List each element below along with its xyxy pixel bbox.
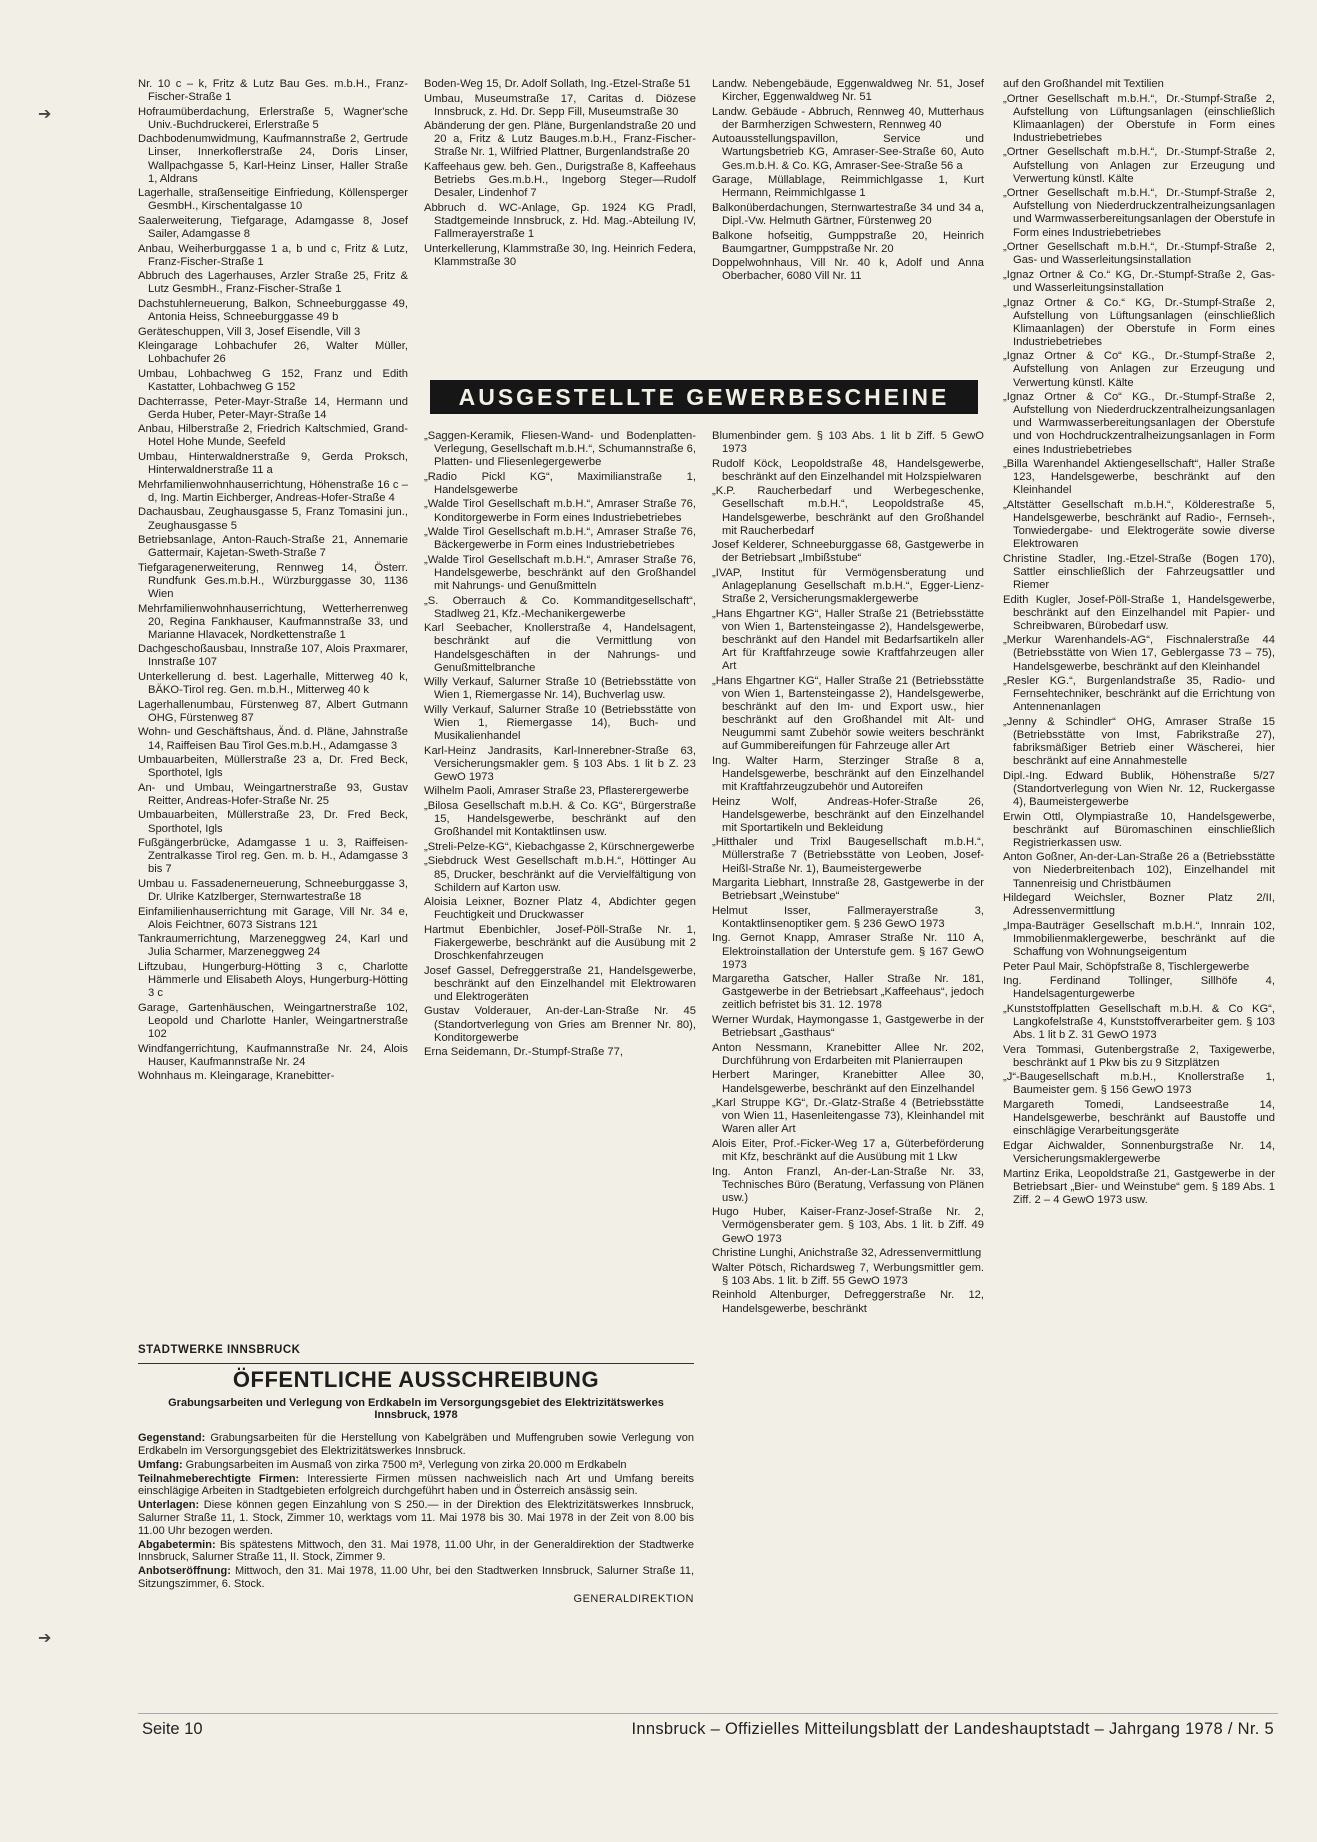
list-item: Einfamilienhauserrichtung mit Garage, Vill Nr. 34 e, Alois Feichtner, 6073 Sistrans 121	[138, 905, 408, 931]
page-number: Seite 10	[142, 1720, 203, 1738]
list-item: „Ignaz Ortner & Co“ KG., Dr.-Stumpf-Straße 2, Aufstellung von Anlagen zur Erzeugung und Verwertung künstl. Kälte	[1003, 350, 1275, 389]
list-item: „Billa Warenhandel Aktiengesellschaft“, Haller Straße 123, Handelsgewerbe, beschränkt auf den Kleinhandel	[1003, 458, 1275, 497]
list-item: Anton Goßner, An-der-Lan-Straße 26 a (Betriebsstätte von Niederbreitenbach 102), Einzelhandel mit Tannenreisig und Christbäumen	[1003, 851, 1275, 890]
list-item: Vera Tommasi, Gutenbergstraße 2, Taxigewerbe, beschränkt auf 1 Pkw bis zu 9 Sitzplätzen	[1003, 1043, 1275, 1069]
margin-mark-bottom: ➔	[38, 1630, 52, 1647]
list-item: „Bilosa Gesellschaft m.b.H. & Co. KG“, Bürgerstraße 15, Handelsgewerbe, beschränkt auf den Großhandel mit Kontaktlinsen usw.	[424, 800, 696, 839]
list-item: Umbau, Hinterwaldnerstraße 9, Gerda Proksch, Hinterwaldnerstraße 11 a	[138, 451, 408, 477]
list-item: Willy Verkauf, Salurner Straße 10 (Betriebsstätte von Wien 1, Riemergasse Nr. 14), Buchverlag usw.	[424, 676, 696, 702]
list-item: „Merkur Warenhandels-AG“, Fischnalerstraße 44 (Betriebsstätte von Wien 17, Geblergasse 73 – 75), Handelsgewerbe, beschränkt auf den Kleinhandel	[1003, 634, 1275, 673]
notice-items	[138, 1432, 694, 1591]
list-item: „IVAP, Institut für Vermögensberatung und Anlageplanung Gesellschaft m.b.H.“, Egger-Lienz-Straße 2, Versicherungsmaklergewerbe	[712, 566, 984, 606]
list-item: Abbruch d. WC-Anlage, Gp. 1924 KG Pradl, Stadtgemeinde Innsbruck, z. Hd. Mag.-Abteilung IV, Fallmerayerstraße 1	[424, 201, 696, 241]
list-item: Saalerweiterung, Tiefgarage, Adamgasse 8, Josef Sailer, Adamgasse 8	[138, 214, 408, 241]
list-item: „Ortner Gesellschaft m.b.H.“, Dr.-Stumpf-Straße 2, Aufstellung von Niederdruckzentralheizungsanlagen und Warmwasserbereitungsanlagen der Oberstufe in Form eines Industriebetriebes	[1003, 187, 1276, 239]
column-building-permits-1	[138, 78, 408, 1085]
list-item: „Ignaz Ortner & Co“ KG., Dr.-Stumpf-Straße 2, Aufstellung von Niederdruckzentralheizungsanlagen und Warmwasserbereitungsanlagen der Oberstufe und von Hochdruckzentralheizungsanlagen in Form eines Industriebetriebes	[1003, 391, 1275, 456]
list-item: Fußgängerbrücke, Adamgasse 1 u. 3, Raiffeisen-Zentralkasse Tirol reg. Gen. m. b. H., Adamgasse 3 bis 7	[138, 837, 408, 876]
list-item: An- und Umbau, Weingartnerstraße 93, Gustav Reitter, Andreas-Hofer-Straße Nr. 25	[138, 781, 408, 807]
list-item: „Ortner Gesellschaft m.b.H.“, Dr.-Stumpf-Straße 2, Aufstellung von Anlagen zur Erzeugung und Verwertung künstl. Kälte	[1003, 146, 1275, 185]
list-item: Abänderung der gen. Pläne, Burgenlandstraße 20 und 20 a, Fritz & Lutz Bauges.m.b.H., Franz-Fischer-Straße Nr. 1, Wilfried Plattner, Burgenlandstraße 20	[424, 120, 696, 159]
list-item: Umbau, Lohbachweg G 152, Franz und Edith Kastatter, Lohbachweg G 152	[138, 367, 408, 394]
list-item: „Kunststoffplatten Gesellschaft m.b.H. & Co KG“, Langkofelstraße 4, Kunststoffverarbeiter gem. § 103 Abs. 1 lit b Z. 31 GewO 1973	[1003, 1002, 1275, 1042]
notice-item-label: Abgabetermin:	[138, 1538, 216, 1551]
list-item: Peter Paul Mair, Schöpfstraße 8, Tischlergewerbe	[1003, 960, 1250, 973]
public-tender-notice	[138, 1344, 694, 1606]
list-item: Tankraumerrichtung, Marzeneggweg 24, Karl und Julia Scharmer, Marzeneggweg 24	[138, 933, 408, 959]
list-item: Landw. Nebengebäude, Eggenwaldweg Nr. 51, Josef Kircher, Eggenwaldweg Nr. 51	[712, 78, 984, 104]
column-trade-licenses-3	[1003, 78, 1275, 1208]
list-item: „Altstätter Gesellschaft m.b.H.“, Kölderestraße 5, Handelsgewerbe, beschränkt auf Radio-, Fernseh-, Tonwiedergabe- und Elektrogeräte sowie diverse Elektrowaren	[1003, 498, 1275, 551]
list-item: Reinhold Altenburger, Defreggerstraße Nr. 12, Handelsgewerbe, beschränkt	[712, 1289, 984, 1315]
publication-line: Innsbruck – Offizielles Mitteilungsblatt der Landeshauptstadt – Jahrgang 1978 / Nr. 5	[631, 1720, 1274, 1738]
list-item: „Walde Tirol Gesellschaft m.b.H.“, Amraser Straße 76, Bäckergewerbe in Form eines Industriebetriebes	[424, 526, 696, 552]
list-item: Josef Kelderer, Schneeburggasse 68, Gastgewerbe in der Betriebsart „Imbißstube“	[712, 539, 984, 565]
list-item: „Siebdruck West Gesellschaft m.b.H.“, Höttinger Au 85, Drucker, beschränkt auf die Vervielfältigung von Schildern auf Karton usw.	[424, 855, 696, 894]
list-item: Wohnhaus m. Kleingarage, Kranebitter-	[138, 1070, 335, 1083]
list-item: Hugo Huber, Kaiser-Franz-Josef-Straße Nr. 2, Vermögensberater gem. § 103, Abs. 1 lit. b Ziff. 49 GewO 1973	[712, 1206, 984, 1245]
notice-item-text: Grabungsarbeiten für die Herstellung von Kabelgräben und Muffengruben sowie Verlegung von Erdkabeln im Versorgungsgebiet des Elektrizitätswerkes Innsbruck.	[138, 1432, 694, 1457]
notice-signature: GENERALDIREKTION	[573, 1592, 694, 1605]
notice-item-text: Grabungsarbeiten im Ausmaß von zirka 7500 m³, Verlegung von zirka 20.000 m Erdkabeln	[185, 1458, 627, 1471]
list-item: Liftzubau, Hungerburg-Hötting 3 c, Charlotte Hämmerle und Elisabeth Aloys, Hungerburg-Hötting 3 c	[138, 961, 408, 1000]
notice-item-text: Bis spätestens Mittwoch, den 31. Mai 1978, 11.00 Uhr, in der Generaldirektion der Stadtwerke Innsbruck, Salurner Straße 11, II. Stock, Zimmer 9.	[138, 1538, 694, 1564]
list-item: Hildegard Weichsler, Bozner Platz 2/II, Adressenvermittlung	[1003, 892, 1275, 918]
list-item: „Hitthaler und Trixl Baugesellschaft m.b.H.“, Müllerstraße 7 (Betriebsstätte von Leoben, Josef-Heißl-Straße Nr. 1), Baumeistergewerbe	[712, 836, 984, 875]
notice-item-label: Teilnahmeberechtigte Firmen:	[138, 1472, 300, 1485]
notice-item-label: Unterlagen:	[138, 1499, 200, 1512]
list-item: Dachbodenumwidmung, Kaufmannstraße 2, Gertrude Linser, Innerkoflerstraße 24, Doris Linser, Wallpachgasse 5, Karl-Heinz Linser, Haller Straße 1, Aldrans	[138, 133, 408, 185]
column-building-permits-3	[712, 78, 984, 285]
list-item: „Jenny & Schindler“ OHG, Amraser Straße 15 (Betriebsstätte von Imst, Fabrikstraße 27), fabriksmäßiger Betrieb einer Wäscherei, hier beschränkt auf eine Annahmestelle	[1003, 715, 1275, 768]
list-item: „Walde Tirol Gesellschaft m.b.H.“, Amraser Straße 76, Konditorgewerbe in Form eines Industriebetriebes	[424, 498, 696, 524]
section-banner: AUSGESTELLTE GEWERBESCHEINE	[430, 380, 978, 414]
notice-item-label: Anbotseröffnung:	[138, 1565, 231, 1578]
column-trade-licenses-1	[424, 430, 696, 1061]
list-item: Umbau, Museumstraße 17, Caritas d. Diözese Innsbruck, z. Hd. Dr. Sepp Fill, Museumstraße 30	[424, 92, 696, 118]
list-item: Christine Stadler, Ing.-Etzel-Straße (Bogen 170), Sattler einschließlich der Fahrzeugsattler und Riemer	[1003, 552, 1275, 591]
list-item: „Ortner Gesellschaft m.b.H.“, Dr.-Stumpf-Straße 2, Aufstellung von Lüftungsanlagen (einschließlich Klimaanlagen) der Oberstufe in Form eines Industriebetriebes	[1003, 92, 1275, 144]
list-item: „Saggen-Keramik, Fliesen-Wand- und Bodenplatten-Verlegung, Gesellschaft m.b.H.“, Schumannstraße 6, Platten- und Fliesenlegergewerbe	[424, 430, 696, 469]
list-item: Umbau u. Fassadenerneuerung, Schneeburggasse 3, Dr. Ulrike Katzlberger, Sternwartestraße 18	[138, 877, 408, 904]
list-item: Abbruch des Lagerhauses, Arzler Straße 25, Fritz & Lutz GesmbH., Franz-Fischer-Straße 1	[138, 270, 408, 296]
list-item: Blumenbinder gem. § 103 Abs. 1 lit b Ziff. 5 GewO 1973	[712, 430, 984, 456]
notice-item	[138, 1565, 694, 1591]
list-item: Geräteschuppen, Vill 3, Josef Eisendle, Vill 3	[138, 325, 361, 338]
list-item: Kaffeehaus gew. beh. Gen., Durigstraße 8, Kaffeehaus Betriebs Ges.m.b.H., Ingeborg Steger—Rudolf Desaler, Lindenhof 7	[424, 161, 696, 200]
list-item: „Streli-Pelze-KG“, Kiebachgasse 2, Kürschnergewerbe	[424, 840, 695, 853]
list-item: Anbau, Weiherburggasse 1 a, b und c, Fritz & Lutz, Franz-Fischer-Straße 1	[138, 242, 408, 268]
list-item: Ing. Ferdinand Tollinger, Sillhöfe 4, Handelsagenturgewerbe	[1003, 975, 1275, 1001]
notice-item-label: Gegenstand:	[138, 1432, 206, 1445]
notice-item	[138, 1459, 694, 1472]
list-item: Umbauarbeiten, Müllerstraße 23 a, Dr. Fred Beck, Sporthotel, Igls	[138, 754, 408, 780]
list-item: „Impa-Bauträger Gesellschaft m.b.H.“, Innrain 102, Immobilienmaklergewerbe, beschränkt auf die Schaffung von Wohnungseigentum	[1003, 919, 1275, 958]
list-item: „J“-Baugesellschaft m.b.H., Knollerstraße 1, Baumeister gem. § 156 GewO 1973	[1003, 1071, 1275, 1097]
list-item: Werner Wurdak, Haymongasse 1, Gastgewerbe in der Betriebsart „Gasthaus“	[712, 1014, 984, 1040]
list-item: Kleingarage Lohbachufer 26, Walter Müller, Lohbachufer 26	[138, 340, 408, 366]
list-item: Alois Eiter, Prof.-Ficker-Weg 17 a, Güterbeförderung mit Kfz, beschränkt auf die Ausübung mit 1 Lkw	[712, 1137, 984, 1163]
list-item: Josef Gassel, Defreggerstraße 21, Handelsgewerbe, beschränkt auf den Einzelhandel mit Elektrowaren und Elektrogeräten	[424, 964, 696, 1003]
list-item: Herbert Maringer, Kranebitter Allee 30, Handelsgewerbe, beschränkt auf den Einzelhandel	[712, 1069, 984, 1095]
list-item: „Walde Tirol Gesellschaft m.b.H.“, Amraser Straße 76, Handelsgewerbe, beschränkt auf den Großhandel mit Nahrungs- und Genußmitteln	[424, 553, 696, 593]
list-item: Karl-Heinz Jandrasits, Karl-Innerebner-Straße 63, Versicherungsmakler gem. § 103 Abs. 1 lit b Z. 23 GewO 1973	[424, 744, 696, 783]
list-item: Walter Pötsch, Richardsweg 7, Werbungsmittler gem. § 103 Abs. 1 lit. b Ziff. 55 GewO 1973	[712, 1261, 984, 1287]
list-item: Unterkellerung d. best. Lagerhalle, Mitterweg 40 k, BÄKO-Tirol reg. Gen. m.b.H., Mitterweg 40 k	[138, 671, 408, 697]
notice-item-text: Mittwoch, den 31. Mai 1978, 11.00 Uhr, bei den Stadtwerken Innsbruck, Salurner Straße 11, Sitzungszimmer, 6. Stock.	[138, 1565, 695, 1590]
list-item: Erwin Ottl, Olympiastraße 10, Handelsgewerbe, beschränkt auf Büromaschinen einschließlich Registrierkassen usw.	[1003, 810, 1275, 849]
list-item: Dachgeschoßausbau, Innstraße 107, Alois Praxmarer, Innstraße 107	[138, 643, 408, 669]
list-item: Mehrfamilienwohnhauserrichtung, Wetterherrenweg 20, Regina Fankhauser, Kaufmannstraße 33, und Marianne Hlavacek, Nordkettenstraße 1	[138, 602, 408, 641]
list-item: „Radio Pickl KG“, Maximilianstraße 1, Handelsgewerbe	[424, 470, 696, 496]
list-item: „Ortner Gesellschaft m.b.H.“, Dr.-Stumpf-Straße 2, Gas- und Wasserleitungsinstallation	[1003, 241, 1275, 267]
notice-item	[138, 1432, 694, 1458]
list-item: Margarita Liebhart, Innstraße 28, Gastgewerbe in der Betriebsart „Weinstube“	[712, 877, 984, 903]
notice-rule	[138, 1363, 694, 1364]
list-item: Willy Verkauf, Salurner Straße 10 (Betriebsstätte von Wien 1, Riemergasse 14), Buch- und Musikalienhandel	[424, 703, 696, 743]
list-item: Lagerhalle, straßenseitige Einfriedung, Köllensperger GesmbH., Kirschentalgasse 10	[138, 187, 408, 213]
notice-item-text: Diese können gegen Einzahlung von S 250.— in der Direktion des Elektrizitätswerkes Innsbruck, Salurner Straße 11, 1. Stock, Zimmer 10, werktags vom 11. Mai 1978 bis 30. Mai 1978 in der Zeit von 8.00 bis 11.00 Uhr bezogen werden.	[138, 1499, 694, 1537]
column-trade-licenses-2	[712, 430, 984, 1317]
list-item: „Resler KG.“, Burgenlandstraße 35, Radio- und Fernsehtechniker, beschränkt auf die Errichtung von Antennenanlagen	[1003, 675, 1275, 714]
list-item: Karl Seebacher, Knollerstraße 4, Handelsagent, beschränkt auf die Vermittlung von Handelsgeschäften in der Nahrungs- und Genußmittelbranche	[424, 622, 696, 674]
list-item: „K.P. Raucherbedarf und Werbegeschenke, Gesellschaft m.b.H.“, Leopoldstraße 45, Handelsgewerbe, beschränkt auf den Großhandel mit Raucherbedarf	[712, 485, 984, 537]
list-item: Hofraumüberdachung, Erlerstraße 5, Wagner'sche Univ.-Buchdruckerei, Erlerstraße 5	[138, 105, 408, 131]
list-item: Edith Kugler, Josef-Pöll-Straße 1, Handelsgewerbe, beschränkt auf den Einzelhandel mit Papier- und Schreibwaren, Bürobedarf usw.	[1003, 593, 1275, 632]
notice-organization: STADTWERKE INNSBRUCK	[138, 1344, 301, 1356]
list-item: Dachausbau, Zeughausgasse 5, Franz Tomasini jun., Zeughausgasse 5	[138, 506, 408, 532]
notice-item	[138, 1473, 694, 1499]
list-item: Erna Seidemann, Dr.-Stumpf-Straße 77,	[424, 1046, 623, 1059]
list-item: „Ignaz Ortner & Co.“ KG, Dr.-Stumpf-Straße 2, Aufstellung von Lüftungsanlagen (einschließlich Klimaanlagen) der Oberstufe in Form eines Industriebetriebes	[1003, 296, 1275, 348]
list-item: Windfangerrichtung, Kaufmannstraße Nr. 24, Alois Hauser, Kaufmannstraße Nr. 24	[138, 1042, 408, 1068]
list-item: Ing. Gernot Knapp, Amraser Straße Nr. 110 A, Elektroinstallation der Unterstufe gem. § 167 GewO 1973	[712, 932, 984, 971]
list-item: „Hans Ehgartner KG“, Haller Straße 21 (Betriebsstätte von Wien 1, Bartensteingasse 2), Handelsgewerbe, beschränkt auf den Im- und Export usw., hier beschränkt auf den Großhandel mit Alt- und Neugummi samt Zubehör sowie weiters beschränkt auf Gummibereifungen für Fahrzeuge aller Art	[712, 674, 984, 753]
notice-item-label: Umfang:	[138, 1458, 183, 1471]
list-item: Rudolf Köck, Leopoldstraße 48, Handelsgewerbe, beschränkt auf den Einzelhandel mit Holzspielwaren	[712, 457, 984, 483]
list-item: Betriebsanlage, Anton-Rauch-Straße 21, Annemarie Gattermair, Kajetan-Sweth-Straße 7	[138, 534, 408, 560]
list-item: Anbau, Hilberstraße 2, Friedrich Kaltschmied, Grand-Hotel Hohe Munde, Seefeld	[138, 423, 408, 449]
list-item: Garage, Müllablage, Reimmichlgasse 1, Kurt Hermann, Reimmichlgasse 1	[712, 174, 984, 200]
list-item: Boden-Weg 15, Dr. Adolf Sollath, Ing.-Etzel-Straße 51	[424, 78, 691, 90]
list-item: Autoausstellungspavillon, Service und Wartungsbetrieb KG, Amraser-See-Straße 60, Auto Ges.m.b.H. & Co. KG, Amraser-See-Straße 56 a	[712, 133, 984, 172]
list-item: „Karl Struppe KG“, Dr.-Glatz-Straße 4 (Betriebsstätte von Wien 11, Hasenleitengasse 73), Kleinhandel mit Waren aller Art	[712, 1097, 984, 1136]
list-item: Ing. Walter Harm, Sterzinger Straße 8 a, Handelsgewerbe, beschränkt auf den Einzelhandel mit Kraftfahrzeugzubehör und Autoreifen	[712, 754, 984, 793]
list-item: Christine Lunghi, Anichstraße 32, Adressenvermittlung	[712, 1247, 982, 1260]
list-item: Mehrfamilienwohnhauserrichtung, Höhenstraße 16 c – d, Ing. Martin Eichberger, Andreas-Hofer-Straße 4	[138, 478, 408, 504]
notice-item	[138, 1539, 694, 1565]
margin-mark-top: ➔	[38, 106, 52, 123]
list-item: „S. Oberrauch & Co. Kommanditgesellschaft“, Stadlweg 21, Kfz.-Mechanikergewerbe	[424, 594, 696, 620]
notice-item	[138, 1499, 694, 1537]
list-item: auf den Großhandel mit Textilien	[1003, 78, 1164, 90]
list-item: Anton Nessmann, Kranebitter Allee Nr. 202, Durchführung von Erdarbeiten mit Planierraupen	[712, 1041, 984, 1067]
list-item: „Hans Ehgartner KG“, Haller Straße 21 (Betriebsstätte von Wien 1, Bartensteingasse 2), Handelsgewerbe, beschränkt auf den Handel mit Bedarfsartikeln aller Art für Kraftfahrzeuge sowie Kraftfahrzeugen aller Art	[712, 607, 984, 673]
list-item: „Ignaz Ortner & Co.“ KG, Dr.-Stumpf-Straße 2, Gas- und Wasserleitungsinstallation	[1003, 268, 1275, 294]
list-item: Lagerhallenumbau, Fürstenweg 87, Albert Gutmann OHG, Fürstenweg 87	[138, 698, 408, 724]
list-item: Wohn- und Geschäftshaus, Änd. d. Pläne, Jahnstraße 14, Raiffeisen Bau Tirol Ges.m.b.H., Adamgasse 3	[138, 726, 408, 752]
footer-rule	[138, 1713, 1278, 1714]
list-item: Wilhelm Paoli, Amraser Straße 23, Pflasterergewerbe	[424, 785, 689, 798]
list-item: Hartmut Ebenbichler, Josef-Pöll-Straße Nr. 1, Fiakergewerbe, beschränkt auf die Ausübung mit 2 Droschkenfahrzeugen	[424, 923, 696, 963]
list-item: Doppelwohnhaus, Vill Nr. 40 k, Adolf und Anna Oberbacher, 6080 Vill Nr. 11	[712, 257, 984, 283]
list-item: Aloisia Leixner, Bozner Platz 4, Abdichter gegen Feuchtigkeit und Druckwasser	[424, 896, 696, 922]
list-item: Ing. Anton Franzl, An-der-Lan-Straße Nr. 33, Technisches Büro (Beratung, Verfassung von Plänen usw.)	[712, 1165, 984, 1204]
list-item: Garage, Gartenhäuschen, Weingartnerstraße 102, Leopold und Charlotte Hanler, Weingartnerstraße 102	[138, 1001, 408, 1040]
list-item: Nr. 10 c – k, Fritz & Lutz Bau Ges. m.b.H., Franz-Fischer-Straße 1	[138, 78, 408, 104]
list-item: Gustav Volderauer, An-der-Lan-Straße Nr. 45 (Standortverlegung von Gries am Brenner Nr. 80), Konditorgewerbe	[424, 1005, 696, 1044]
list-item: Unterkellerung, Klammstraße 30, Ing. Heinrich Federa, Klammstraße 30	[424, 242, 696, 268]
list-item: Tiefgaragenerweiterung, Rennweg 14, Österr. Rundfunk Ges.m.b.H., Würzburggasse 30, 1136 Wien	[138, 561, 408, 600]
column-building-permits-2	[424, 78, 696, 270]
list-item: Martinz Erika, Leopoldstraße 21, Gastgewerbe in der Betriebsart „Bier- und Weinstube“ gem. § 189 Abs. 1 Ziff. 2 – 4 GewO 1973 usw.	[1003, 1167, 1275, 1206]
list-item: Dachstuhlerneuerung, Balkon, Schneeburggasse 49, Antonia Heiss, Schneeburggasse 49 b	[138, 298, 408, 324]
list-item: Landw. Gebäude - Abbruch, Rennweg 40, Mutterhaus der Barmherzigen Schwestern, Rennweg 40	[712, 105, 984, 131]
list-item: Dachterrasse, Peter-Mayr-Straße 14, Hermann und Gerda Huber, Peter-Mayr-Straße 14	[138, 395, 408, 421]
list-item: Umbauarbeiten, Müllerstraße 23, Dr. Fred Beck, Sporthotel, Igls	[138, 809, 408, 835]
list-item: Helmut Isser, Fallmerayerstraße 3, Kontaktlinsenoptiker gem. § 236 GewO 1973	[712, 904, 984, 930]
list-item: Heinz Wolf, Andreas-Hofer-Straße 26, Handelsgewerbe, beschränkt auf den Einzelhandel mit Sportartikeln und Bekleidung	[712, 795, 984, 834]
notice-subtitle: Grabungsarbeiten und Verlegung von Erdkabeln im Versorgungsgebiet des Elektrizitätswerkes Innsbruck, 1978	[168, 1396, 664, 1422]
list-item: Balkonüberdachungen, Sternwartestraße 34 und 34 a, Dipl.-Vw. Helmuth Gärtner, Fürstenweg 20	[712, 201, 984, 227]
list-item: Dipl.-Ing. Edward Bublik, Höhenstraße 5/27 (Standortverlegung von Wien Nr. 12, Ruckergasse 4), Baumeistergewerbe	[1003, 769, 1275, 808]
list-item: Margaretha Gatscher, Haller Straße Nr. 181, Gastgewerbe in der Betriebsart „Kaffeehaus“, jedoch zeitlich befristet bis 31. 12. 1978	[712, 973, 984, 1012]
list-item: Balkone hofseitig, Gumppstraße 20, Heinrich Baumgartner, Gumppstraße Nr. 20	[712, 229, 984, 255]
list-item: Margareth Tomedi, Landseestraße 14, Handelsgewerbe, beschränkt auf Baustoffe und einschlägige Verarbeitungsgeräte	[1003, 1099, 1275, 1138]
notice-item-text: Interessierte Firmen müssen nachweislich nach Art und Umfang bereits einschlägige Arbeiten in Stadtgebieten erfolgreich durchgeführt haben und in Österreich ansässig sein.	[138, 1472, 694, 1498]
list-item: Edgar Aichwalder, Sonnenburgstraße Nr. 14, Versicherungsmaklergewerbe	[1003, 1139, 1275, 1165]
notice-title: ÖFFENTLICHE AUSSCHREIBUNG	[232, 1366, 600, 1392]
